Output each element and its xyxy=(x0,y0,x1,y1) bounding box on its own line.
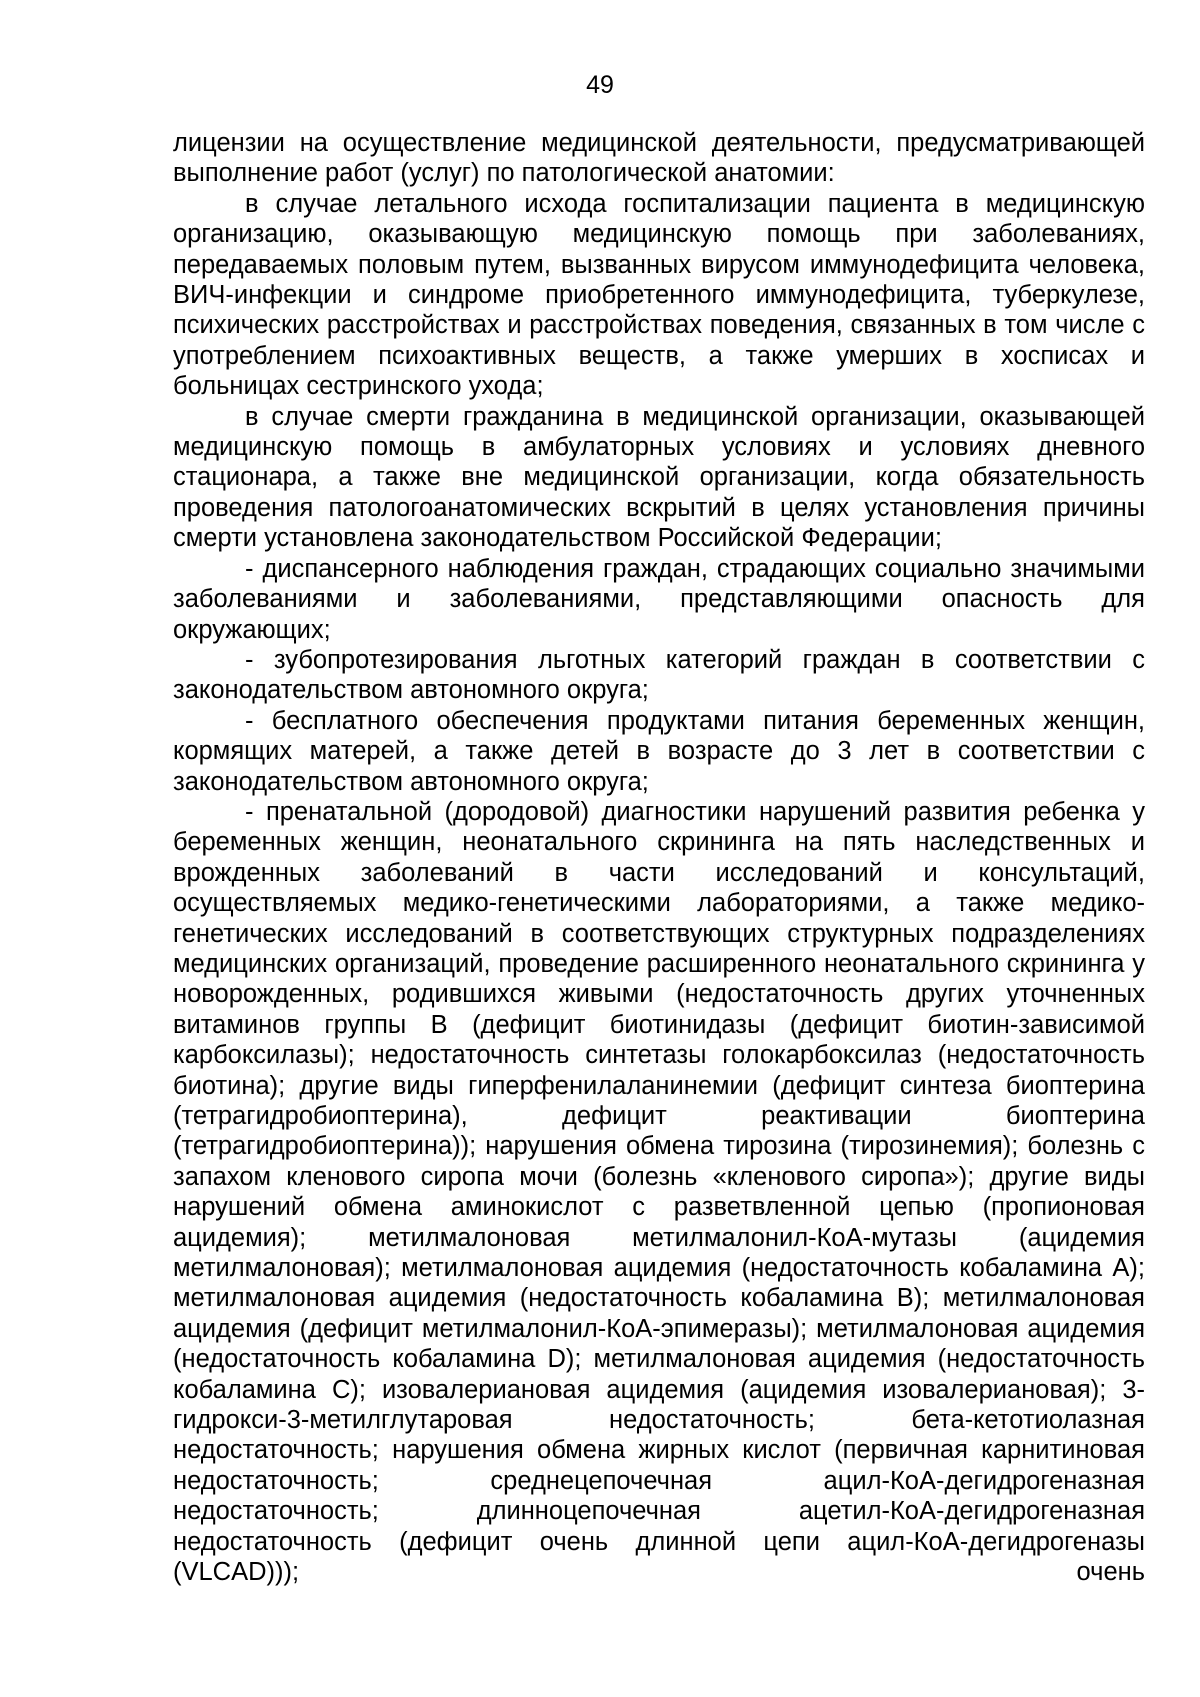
paragraph-dental-prosthetics: - зубопротезирования льготных категорий граждан в соответствии с законодательством автономного округа; xyxy=(173,645,1145,705)
paragraph-citizen-death: в случае смерти гражданина в медицинской организации, оказывающей медицинскую помощь в амбулаторных условиях и условиях дневного стационара, а также вне медицинской организации, когда обязательность проведения патологоанатомических вскрытий в целях установления причины смерти установлена законодательством Российской Федерации; xyxy=(173,402,1145,553)
paragraph-prenatal-diagnostics: - пренатальной (дородовой) диагностики нарушений развития ребенка у беременных женщин, неонатального скрининга на пять наследственных и врожденных заболеваний в части исследований и консультаций, осуществляемых медико-генетическими лабораториями, а также медико-генетических исследований в соответствующих структурных подразделениях медицинских организаций, проведение расширенного неонатального скрининга у новорожденных, родившихся живыми (недостаточность других уточненных витаминов группы В (дефицит биотинидазы (дефицит биотин-зависимой карбоксилазы); недостаточность синтетазы голокарбоксилаз (недостаточность биотина); другие виды гиперфенилаланинемии (дефицит синтеза биоптерина (тетрагидробиоптерина), дефицит реактивации биоптерина (тетрагидробиоптерина)); нарушения обмена тирозина (тирозинемия); болезнь с запахом кленового сиропа мочи (болезнь «кленового сиропа»); другие виды нарушений обмена аминокислот с разветвленной цепью (пропионовая ацидемия); метилмалоновая метилмалонил-КоА-мутазы (ацидемия метилмалоновая); метилмалоновая ацидемия (недостаточность кобаламина А); метилмалоновая ацидемия (недостаточность кобаламина В); метилмалоновая ацидемия (дефицит метилмалонил-КоА-эпимеразы); метилмалоновая ацидемия (недостаточность кобаламина D); метилмалоновая ацидемия (недостаточность кобаламина С); изовалериановая ацидемия (ацидемия изовалериановая); 3-гидрокси-3-метилглутаровая недостаточность; бета-кетотиолазная недостаточность; нарушения обмена жирных кислот (первичная карнитиновая недостаточность; среднецепочечная ацил-КоА-дегидрогеназная недостаточность; длинноцепочечная ацетил-КоА-дегидрогеназная недостаточность (дефицит очень длинной цепи ацил-КоА-дегидрогеназы (VLCAD))); очень xyxy=(173,797,1145,1587)
page-number: 49 xyxy=(586,71,614,99)
paragraph-lethal-outcome: в случае летального исхода госпитализации пациента в медицинскую организацию, оказывающую медицинскую помощь при заболеваниях, передаваемых половым путем, вызванных вирусом иммунодефицита человека, ВИЧ-инфекции и синдроме приобретенного иммунодефицита, туберкулезе, психических расстройствах и расстройствах поведения, связанных в том числе с употреблением психоактивных веществ, а также умерших в хосписах и больницах сестринского ухода; xyxy=(173,189,1145,401)
document-body xyxy=(173,128,1145,1588)
paragraph-dispensary-observation: - диспансерного наблюдения граждан, страдающих социально значимыми заболеваниями и заболеваниями, представляющими опасность для окружающих; xyxy=(173,554,1145,644)
paragraph-free-food-supply: - бесплатного обеспечения продуктами питания беременных женщин, кормящих матерей, а также детей в возрасте до 3 лет в соответствии с законодательством автономного округа; xyxy=(173,706,1145,796)
paragraph-license-continuation: лицензии на осуществление медицинской деятельности, предусматривающей выполнение работ (услуг) по патологической анатомии: xyxy=(173,129,1145,188)
